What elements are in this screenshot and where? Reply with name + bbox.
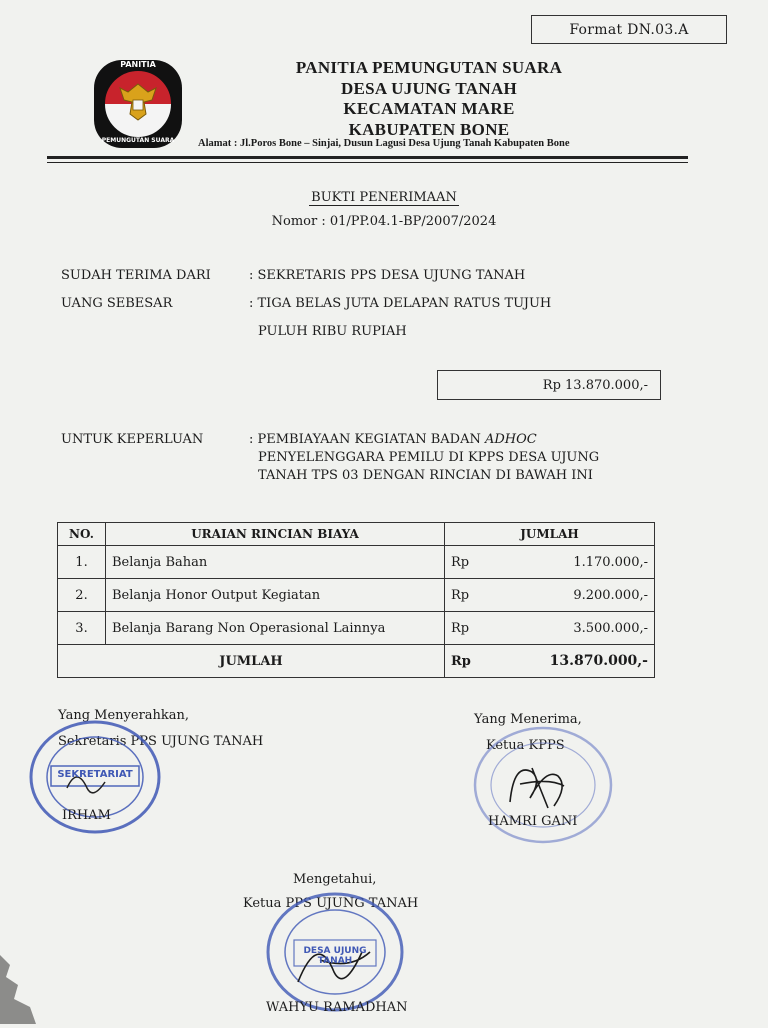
sekretariat-stamp-text: SEKRETARIAT [57,769,133,780]
amount-words-line-2: PULUH RIBU RUPIAH [258,324,407,339]
table-row [58,546,655,579]
giver-role: Sekretaris PPS UJUNG TANAH [58,734,264,749]
row-no: 3. [58,612,106,645]
header-line-3: KECAMATAN MARE [343,99,515,118]
row-rp: Rp [445,546,494,579]
purpose-line-1-prefix: : PEMBIAYAAN KEGIATAN BADAN [249,432,485,447]
document-title [0,190,768,205]
row-jumlah: 9.200.000,- [493,579,655,612]
header-divider [47,156,688,159]
row-uraian: Belanja Honor Output Kegiatan [106,579,445,612]
receiver-name: HAMRI GANI [488,814,578,829]
row-no: 1. [58,546,106,579]
document-title-text: BUKTI PENERIMAAN [311,190,457,205]
purpose-line-1-italic: ADHOC [484,432,537,447]
giver-name: IRHAM [62,808,111,823]
pps-stamp-text: DESA UJUNG TANAH [303,946,367,966]
header-jumlah: JUMLAH [445,523,655,546]
logo-bottom-text: PEMUNGUTAN SUARA [101,137,175,144]
row-jumlah: 3.500.000,- [493,612,655,645]
row-uraian: Belanja Bahan [106,546,445,579]
amount-label: UANG SEBESAR [61,296,173,311]
header-address: Alamat : Jl.Poros Bone – Sinjai, Dusun Lagusi Desa Ujung Tanah Kabupaten Bone [198,138,570,149]
format-label: Format DN.03.A [531,15,727,44]
total-label: JUMLAH [58,645,445,678]
purpose-line-2: PENYELENGGARA PEMILU DI KPPS DESA UJUNG [258,450,600,465]
purpose-line-1 [249,432,537,447]
row-no: 2. [58,579,106,612]
row-rp: Rp [445,579,494,612]
received-from-value: : SEKRETARIS PPS DESA UJUNG TANAH [249,268,526,283]
header-line-4: KABUPATEN BONE [348,120,510,139]
pps-stamp [264,890,406,1014]
document-number: Nomor : 01/PP.04.1-BP/2007/2024 [271,214,497,229]
approver-name: WAHYU RAMADHAN [266,1000,408,1015]
row-uraian: Belanja Barang Non Operasional Lainnya [106,612,445,645]
purpose-label: UNTUK KEPERLUAN [61,432,204,447]
giver-caption: Yang Menyerahkan, [58,708,190,723]
row-rp: Rp [445,612,494,645]
header-line-2: DESA UJUNG TANAH [340,79,518,98]
table-row [58,579,655,612]
torn-corner [0,955,60,1024]
receiver-role: Ketua KPPS [486,738,565,753]
receiver-caption: Yang Menerima, [474,712,582,727]
table-total-row [58,645,655,678]
table-header-row [58,523,655,546]
header-line-1: PANITIA PEMUNGUTAN SUARA [295,58,563,77]
total-rp: Rp [445,645,494,678]
cost-breakdown-table [57,522,655,678]
header-uraian: URAIAN RINCIAN BIAYA [106,523,445,546]
amount-words-line-1: : TIGA BELAS JUTA DELAPAN RATUS TUJUH [249,296,552,311]
purpose-line-3: TANAH TPS 03 DENGAN RINCIAN DI BAWAH INI [258,468,593,483]
total-jumlah: 13.870.000,- [493,645,655,678]
approver-caption: Mengetahui, [293,872,377,887]
logo-top-text: PANITIA [120,60,156,69]
received-from-label: SUDAH TERIMA DARI [61,268,211,283]
approver-role: Ketua PPS UJUNG TANAH [243,896,419,911]
header-no: NO. [58,523,106,546]
table-row [58,612,655,645]
row-jumlah: 1.170.000,- [493,546,655,579]
amount-box: Rp 13.870.000,- [437,370,661,400]
header-divider-thin [47,162,688,163]
